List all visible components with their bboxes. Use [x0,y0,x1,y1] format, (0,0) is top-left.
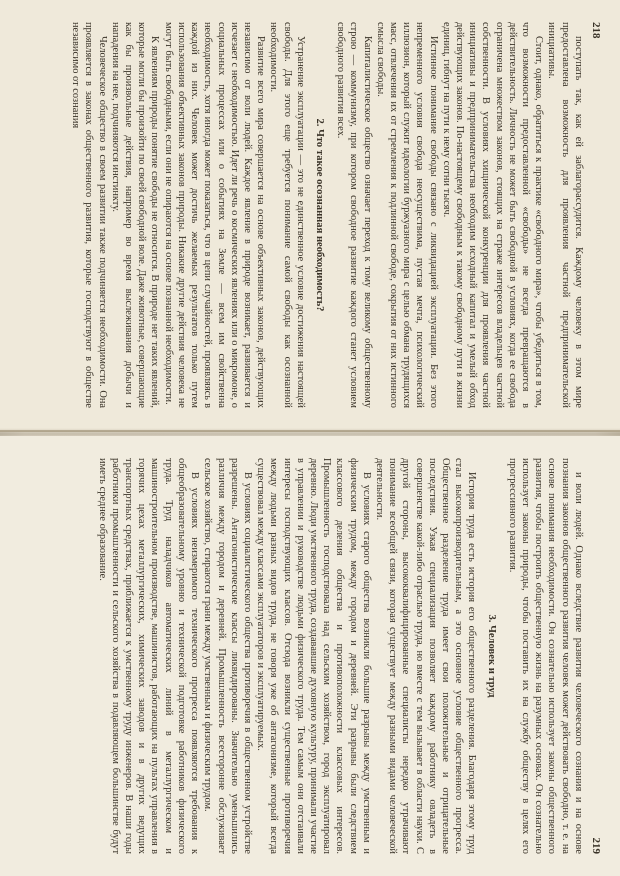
section-heading: 3. Человек и труд [485,614,497,698]
paragraph: В условиях старого общества возникли большие разрывы между умственным и физическим трудом, между городом и деревней. Эти разрывы были следствием классового деления общества и противоположности классовых интересов. Промышленность господствовала над сельским хозяйством, город эксплуатировал деревню. Люди умственного труда, создававшие духовную культуру, принимали участие в управлении и руководстве людьми физического труда. Тем самым они отстаивали интересы господствующих классов. Отсюда возникли существенные противоречия между людьми разных видов труда, не говоря уже об антагонизме, который всегда существовал между классами эксплуататоров и эксплуатируемых. [255,458,372,854]
right-page [0,436,620,876]
left-page [0,0,620,432]
paragraph: В условиях неизмеримого технического прогресса появляются требования к общеобразовательному уровню и технической подготовке работников физического труда. Труд наладчиков автоматических линий в металлургическом и машиностроительном производстве, машинистов, работающих на пультах управления в горячих цехах металлургических, химических заводов и в других ведущих транспортных средствах, приближается к умственному труду инженеров. В наши годы работники промышленности и сельского хозяйства в подавляющем большинстве будут иметь среднее образование. [96,458,201,854]
paragraph: Истинное понимание свободы связано с ликвидацией эксплуатации. Без этого непременного условия свобода неосуществима, пустая мечта, психологический иллюзион, который служит идеологии буржуазного мира с целью обмана трудящихся масс, отвлечения их от стремления к подлинной свободе, сокрытия от них истинного смысла свободы. [374,22,439,408]
paragraph: Развитие всего мира совершается на основе объективных законов, действующих независимо от воли людей. Каждое явление в природе возникает, развивается и исчезает с необходимостью. Идет ли речь о космических явлениях или о микромоне, о социальных процессах или о событиях на Земле — всем им свойственна необходимость, хотя иногда может показаться, что в цепи случайностей, проявляясь в каждой из них. Человек может достичь желаемых результатов только путем использования объективных законов природы. Никакие другие действия человека не могут быть свободными, если они не опираются на основе познанной необходимости. [162,22,267,408]
paragraph: В условиях социалистического общества противоречия в общественном устройстве разрешены. Антагонистические классы ликвидированы. Значительно уменьшились различия между городом и деревней. Промышленность всесторонне обслуживает сельское хозяйство, стираются грани между умственным и физическим трудом. [202,458,253,854]
paragraph: поступать так, как ей заблагорассудится. Каждому человеку в этом мире предоставлена возможность для проявления частной предпринимательской инициативы. [546,22,584,408]
page-number-right: 219 [590,837,602,854]
paragraph: К явлениям природы понятие свободы не относится. В природе нет таких явлений, которые могли бы произойти по своей свободной воле. Даже животные, совершающие как бы произвольные действия, например во время выслеживания добычи и нападения на нее, подчиняются инстинкту. [109,22,161,408]
paragraph: История труда есть история его общественного разделения. Благодаря этому труд стал высокопроизводительным, а это основное условие общественного прогресса. Общественное разделение труда имеет свои положительные и отрицательные последствия. Узкая специализация позволяет каждому работнику овладеть в совершенстве какой-либо отраслью труда, но вместе с тем вызывает в области науки. С другой стороны, высококвалифицированные специалисты нередко утрачивают понимание всеобщей связи, которая существует между разными видами человеческой деятельности. [373,458,478,854]
paragraph: Устранение эксплуатации — это не единственное условие достижения настоящей свободы. Для этого еще требуется понимание самой свободы как осознанной необходимости. [268,22,306,408]
section-heading: 2. Что такое осознанная необходимость? [313,118,325,312]
paragraph: Человеческое общество в своем развитии также подчиняется необходимости. Она проявляется в законах общественного развития, которые господствуют в обществе независимо от сознания [70,22,108,408]
paragraph: Стоит, однако, обратиться к практике «свободного мира», чтобы убедиться в том, что возможности предоставленной «свободы» не всегда превращаются в действительность. Личность не может быть свободной в условиях, когда ее свобода ограничена множеством законов, стоящих на страже интересов владельцев частной собственности. В условиях хищнической конкуренции для проявления частной инициативы и предпринимательства необходим исходный капитал и умелый обход действующих законов. По-настоящему свободным к такому свободному пути в жизни единиц, гибнут на пути к нему сотни тысяч. [440,22,545,408]
page-number-left: 218 [590,22,602,39]
paragraph: и воли людей. Однако вследствие развития человеческого сознания и на основе познания законов общественного развития человек может действовать свободно, т. е. на основе понимания необходимости. Он сознательно использует законы общественного развития, чтобы построить общественную жизнь на разумных основах. Он сознательно использует законы природы, чтобы поставить их на службу обществу в целях его прогрессивного развития. [506,458,584,854]
paragraph: Капиталистическое общество означает переход к тому великому общественному строю — коммунизму, при котором свободное развитие каждого станет условием свободного развития всех. [335,22,373,408]
